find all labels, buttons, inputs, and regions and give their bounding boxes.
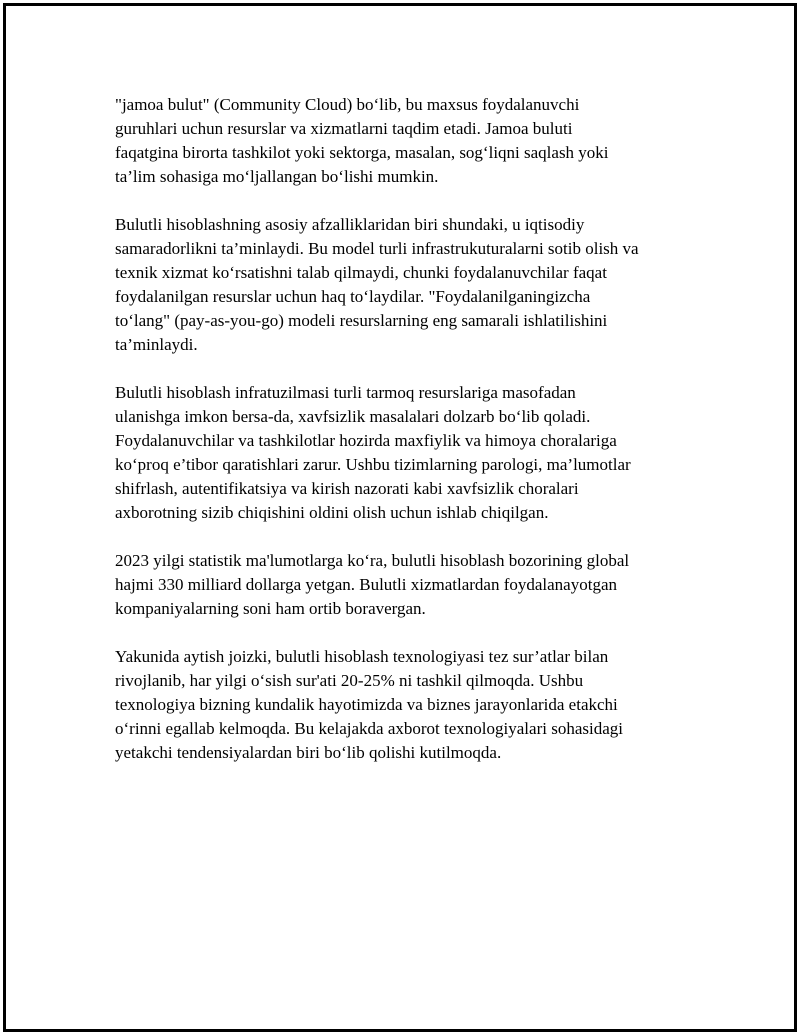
- paragraph-community-cloud: "jamoa bulut" (Community Cloud) bo‘lib, bu maxsus foydalanuvchi guruhlari uchun resurslar va xizmatlarni taqdim etadi. Jamoa buluti faqatgina birorta tashkilot yoki sektorga, masalan, sog‘liqni saqlash yoki ta’lim sohasiga mo‘ljallangan bo‘lishi mumkin.: [115, 95, 609, 186]
- paragraph-cost-efficiency: Bulutli hisoblashning asosiy afzalliklaridan biri shundaki, u iqtisodiy samaradorlikni ta’minlaydi. Bu model turli infrastrukuturalarni sotib olish va texnik xizmat ko‘rsatishni talab qilmaydi, chunki foydalanuvchilar faqat foydalanilgan resurslar uchun haq to‘laydilar. "Foydalanilganingizcha to‘lang" (pay-as-you-go) modeli resurslarning eng samarali ishlatilishini ta’minlaydi.: [115, 215, 639, 354]
- paragraph-security: Bulutli hisoblash infratuzilmasi turli tarmoq resurslariga masofadan ulanishga imkon bersa-da, xavfsizlik masalalari dolzarb bo‘lib qoladi. Foydalanuvchilar va tashkilotlar hozirda maxfiylik va himoya choralariga ko‘proq e’tibor qaratishlari zarur. Ushbu tizimlarning parologi, ma’lumotlar shifrlash, autentifikatsiya va kirish nazorati kabi xavfsizlik choralari axborotning sizib chiqishini oldini olish uchun ishlab chiqilgan.: [115, 383, 631, 522]
- document-body: [115, 93, 695, 789]
- paragraph-market-statistics: 2023 yilgi statistik ma'lumotlarga ko‘ra, bulutli hisoblash bozorining global hajmi 330 milliard dollarga yetgan. Bulutli xizmatlardan foydalanayotgan kompaniyalarning soni ham ortib boravergan.: [115, 551, 630, 618]
- paragraph-conclusion: Yakunida aytish joizki, bulutli hisoblash texnologiyasi tez sur’atlar bilan rivojlanib, har yilgi o‘sish sur'ati 20-25% ni tashkil qilmoqda. Ushbu texnologiya bizning kundalik hayotimizda va biznes jarayonlarida etakchi o‘rinni egallab kelmoqda. Bu kelajakda axborot texnologiyalari sohasidagi yetakchi tendensiyalardan biri bo‘lib qolishi kutilmoqda.: [115, 647, 623, 762]
